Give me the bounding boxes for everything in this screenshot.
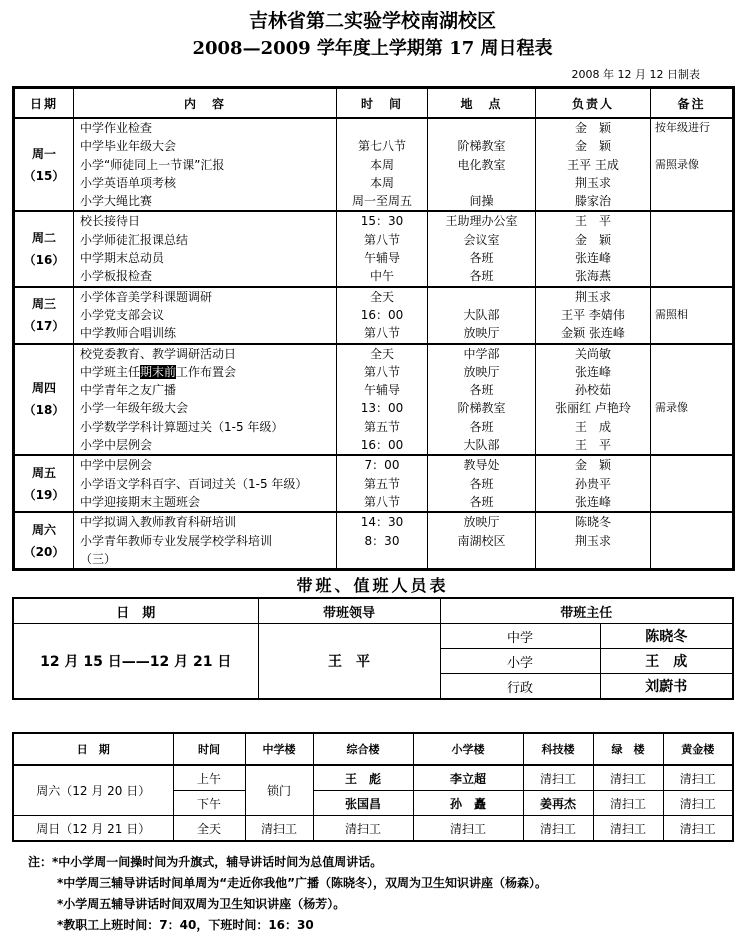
day-number: （18）	[23, 403, 65, 418]
weekend-duty-table	[12, 732, 734, 842]
item-note-cell	[651, 512, 734, 569]
item-note	[651, 418, 732, 436]
schedule-subtitle: 2008—2009 学年度上学期第 17 周日程表	[192, 38, 553, 59]
item-place: 大队部	[463, 307, 500, 322]
item-person: 张海燕	[574, 269, 611, 284]
item-content: 小学体音美学科课题调研	[80, 289, 213, 304]
sat-am-cell: 清扫工	[663, 765, 733, 791]
wk-col-time: 时间	[173, 733, 245, 765]
day-row	[14, 287, 734, 344]
day-number: （20）	[23, 544, 65, 559]
item-time: 16：00	[360, 307, 404, 322]
item-time: 14：30	[360, 515, 404, 530]
duty-leader: 王 平	[258, 624, 440, 700]
sun-label: 周日（12 月 21 日）	[13, 816, 173, 842]
item-person-cell	[536, 512, 651, 569]
item-time: 本周	[369, 157, 394, 172]
sat-pm-cell: 清扫工	[593, 791, 663, 816]
item-person: 金 颖	[574, 121, 611, 135]
item-place: 大队部	[463, 438, 500, 453]
item-content: 小学一年级年级大会	[80, 401, 189, 416]
item-place-cell	[428, 211, 536, 286]
item-content: 中学中层例会	[80, 458, 153, 473]
item-time: 16：00	[360, 438, 404, 453]
item-content: 中学作业检查	[80, 121, 153, 135]
item-person: 王平 李婧伟	[561, 307, 625, 322]
day-label	[14, 118, 74, 211]
col-person: 负责人	[536, 88, 651, 119]
item-time: 第五节	[363, 476, 400, 491]
day-number: （15）	[23, 168, 65, 183]
day-name: 周六	[31, 522, 56, 537]
schedule-header-row	[14, 88, 734, 119]
item-person	[536, 550, 650, 568]
sun-cell: 清扫工	[245, 816, 313, 842]
sat-am-cell: 清扫工	[523, 765, 593, 791]
item-place: 放映厅	[463, 515, 500, 530]
item-content: 小学大绳比赛	[80, 194, 153, 209]
item-time: 15：30	[360, 214, 404, 229]
item-place: 各班	[469, 383, 494, 398]
item-person: 王平 王成	[567, 157, 619, 172]
item-person: 关尚敏	[574, 346, 611, 361]
item-person: 陈晓冬	[574, 515, 611, 530]
duty-title: 带班、值班人员表	[296, 576, 449, 595]
item-note	[651, 137, 732, 155]
item-person: 荆玉求	[574, 533, 611, 548]
item-person: 张丽红 卢艳玲	[555, 401, 631, 416]
duty-date-range: 12 月 15 日——12 月 21 日	[13, 624, 258, 700]
item-note-cell	[651, 344, 734, 456]
day-label	[14, 287, 74, 344]
item-place-cell	[428, 118, 536, 211]
item-person-cell	[536, 211, 651, 286]
item-note	[651, 381, 732, 399]
item-content: 中学拟调入教师教育科研培训	[80, 515, 237, 530]
item-note	[651, 550, 732, 568]
item-note-cell	[651, 118, 734, 211]
item-place: 放映厅	[463, 364, 500, 379]
item-time: 全天	[369, 289, 394, 304]
day-label	[14, 344, 74, 456]
item-note-cell	[651, 455, 734, 512]
item-content-cell	[74, 287, 337, 344]
col-time: 时 间	[337, 88, 428, 119]
item-note	[651, 436, 732, 454]
content-text: 中学班主任	[80, 364, 141, 379]
item-time: 第八节	[363, 364, 400, 379]
item-content: 中学教师合唱训练	[80, 326, 177, 341]
day-row	[14, 455, 734, 512]
notes	[28, 852, 547, 936]
lead-col-date: 日 期	[13, 598, 258, 624]
item-note	[651, 493, 732, 511]
item-content-cell	[74, 118, 337, 211]
item-place	[428, 174, 535, 192]
item-time: 第八节	[363, 494, 400, 509]
item-time: 周一至周五	[351, 194, 412, 209]
sun-allday: 全天	[173, 816, 245, 842]
item-note: 按年级进行	[655, 121, 710, 134]
item-note-cell	[651, 287, 734, 344]
sun-cell: 清扫工	[413, 816, 523, 842]
item-place	[428, 288, 535, 306]
day-number: （19）	[23, 487, 65, 502]
item-note	[651, 456, 732, 474]
item-person: 张连峰	[574, 251, 611, 266]
item-note	[651, 212, 732, 230]
note-line: 注：*中小学周一间操时间为升旗式，辅导讲话时间为总值周讲话。	[28, 855, 383, 869]
item-person: 张连峰	[574, 494, 611, 509]
teacher-dept: 小学	[440, 649, 600, 674]
item-time-cell	[337, 287, 428, 344]
item-content: 小学语文学科百字、百词过关（1-5 年级）	[80, 476, 308, 491]
item-content: 小学数学学科计算题过关（1-5 年级）	[80, 419, 284, 434]
note-line: *小学周五辅导讲话时间双周为卫生知识讲座（杨芳）。	[57, 897, 346, 911]
item-place-cell	[428, 512, 536, 569]
day-name: 周五	[31, 465, 56, 480]
item-content-cell	[74, 455, 337, 512]
teacher-name: 陈晓冬	[600, 624, 733, 649]
sat-pm: 下午	[173, 791, 245, 816]
day-name: 周三	[31, 297, 56, 312]
item-note	[651, 288, 732, 306]
col-note: 备注	[651, 88, 734, 119]
item-place: 电化教室	[457, 157, 506, 172]
sat-am-cell: 李立超	[413, 765, 523, 791]
item-content: 小学中层例会	[80, 438, 153, 453]
item-time: 7：00	[364, 458, 400, 473]
item-person: 王 平	[574, 214, 611, 229]
item-time: 8：30	[364, 533, 400, 548]
item-content: 校党委教育、教学调研活动日	[80, 346, 237, 361]
item-place: 间操	[469, 194, 494, 209]
item-place: 教导处	[463, 458, 500, 473]
sun-cell: 清扫工	[313, 816, 413, 842]
item-place: 各班	[469, 269, 494, 284]
item-note	[651, 345, 732, 363]
sat-label: 周六（12 月 20 日）	[13, 765, 173, 816]
item-place: 各班	[469, 476, 494, 491]
sat-am-cell: 清扫工	[593, 765, 663, 791]
day-name: 周二	[31, 231, 56, 246]
item-place	[428, 119, 535, 137]
item-time-cell	[337, 118, 428, 211]
item-content: 小学“师徒同上一节课”汇报	[80, 157, 225, 172]
day-label	[14, 512, 74, 569]
item-content-cell	[74, 344, 337, 456]
selected-text: 期末前	[140, 364, 177, 379]
day-row	[14, 344, 734, 456]
item-content-cell	[74, 512, 337, 569]
item-place: 各班	[469, 419, 494, 434]
col-content: 内 容	[74, 88, 337, 119]
item-note	[651, 174, 732, 192]
item-place-cell	[428, 287, 536, 344]
item-note	[651, 513, 732, 531]
item-time: 第八节	[363, 232, 400, 247]
sat-lock: 锁门	[245, 765, 313, 816]
item-note	[651, 475, 732, 493]
item-content: 小学师徒汇报课总结	[80, 232, 189, 247]
wk-col-general: 综合楼	[313, 733, 413, 765]
note-line: *教职工上班时间：7：40，下班时间：16：30	[57, 918, 314, 932]
item-time: 本周	[369, 175, 394, 190]
item-person: 荆玉求	[574, 175, 611, 190]
item-place-cell	[428, 344, 536, 456]
item-place: 阶梯教室	[457, 401, 506, 416]
teacher-name: 王 成	[600, 649, 733, 674]
item-content: （三）	[80, 551, 117, 566]
item-place: 各班	[469, 494, 494, 509]
wk-col-tech: 科技楼	[523, 733, 593, 765]
item-time	[337, 119, 427, 137]
content-text: 工作布置会	[176, 364, 237, 379]
item-note: 需照录像	[655, 157, 699, 171]
sun-cell: 清扫工	[663, 816, 733, 842]
item-time-cell	[337, 455, 428, 512]
item-place: 南湖校区	[457, 533, 506, 548]
item-note: 需照相	[655, 307, 688, 321]
item-person: 金 颖	[574, 458, 611, 473]
item-place: 中学部	[463, 346, 500, 361]
item-note	[651, 267, 732, 285]
item-person-cell	[536, 344, 651, 456]
item-person: 张连峰	[574, 364, 611, 379]
item-person: 孙校茹	[574, 383, 611, 398]
item-person-cell	[536, 118, 651, 211]
item-content: 小学党支部会议	[80, 307, 165, 322]
item-note: 需录像	[655, 401, 688, 415]
item-content: 中学青年之友广播	[80, 383, 177, 398]
item-time: 午辅导	[363, 383, 400, 398]
note-line: *中学周三辅导讲话时间单周为“走近你我他”广播（陈晓冬），双周为卫生知识讲座（杨森）。	[57, 876, 548, 890]
day-label	[14, 211, 74, 286]
item-time: 13：00	[360, 401, 404, 416]
item-note-cell	[651, 211, 734, 286]
sat-am-cell: 王 彪	[313, 765, 413, 791]
item-place: 会议室	[463, 232, 500, 247]
teacher-name: 刘蔚书	[600, 674, 733, 700]
item-place: 放映厅	[463, 326, 500, 341]
item-note	[651, 324, 732, 342]
day-number: （17）	[23, 319, 65, 334]
item-person: 金 颖	[574, 232, 611, 247]
day-name: 周一	[31, 146, 56, 161]
item-time: 全天	[369, 346, 394, 361]
item-content: 中学迎接期末主题班会	[80, 494, 201, 509]
item-content: 小学青年教师专业发展学校学科培训	[80, 533, 273, 548]
item-time: 第五节	[363, 419, 400, 434]
item-person: 金颖 张连峰	[561, 326, 625, 341]
made-date: 2008 年 12 月 12 日制表	[571, 68, 700, 81]
item-person: 荆玉求	[574, 289, 611, 304]
item-time-cell	[337, 211, 428, 286]
item-content: 校长接待日	[80, 214, 141, 229]
item-person-cell	[536, 287, 651, 344]
item-content-cell	[74, 211, 337, 286]
item-time: 第七八节	[357, 139, 406, 154]
item-note	[651, 532, 732, 550]
item-content: 小学板报检查	[80, 269, 153, 284]
day-label	[14, 455, 74, 512]
day-row	[14, 211, 734, 286]
col-date: 日期	[14, 88, 74, 119]
sat-pm-cell: 清扫工	[663, 791, 733, 816]
schedule-table	[12, 86, 735, 571]
item-place: 各班	[469, 251, 494, 266]
wk-col-primary: 小学楼	[413, 733, 523, 765]
day-row	[14, 118, 734, 211]
item-person: 孙贵平	[574, 476, 611, 491]
sat-pm-cell: 姜再杰	[523, 791, 593, 816]
item-content: 小学英语单项考核	[80, 175, 177, 190]
item-place-cell	[428, 455, 536, 512]
teacher-dept: 行政	[440, 674, 600, 700]
item-time-cell	[337, 344, 428, 456]
leader-table	[12, 597, 734, 700]
lead-col-teacher: 带班主任	[440, 598, 733, 624]
item-time: 第八节	[363, 326, 400, 341]
item-time: 午辅导	[363, 251, 400, 266]
item-person: 王 平	[574, 438, 611, 453]
item-time-cell	[337, 512, 428, 569]
day-row	[14, 512, 734, 569]
wk-col-middle: 中学楼	[245, 733, 313, 765]
wk-col-date: 日 期	[13, 733, 173, 765]
item-note	[651, 192, 732, 210]
item-place	[428, 550, 535, 568]
item-content: 中学期末总动员	[80, 251, 165, 266]
item-note	[651, 231, 732, 249]
item-content: 中学毕业年级大会	[80, 139, 177, 154]
item-note	[651, 249, 732, 267]
item-person-cell	[536, 455, 651, 512]
item-note	[651, 363, 732, 381]
col-place: 地 点	[428, 88, 536, 119]
item-place: 阶梯教室	[457, 139, 506, 154]
school-title: 吉林省第二实验学校南湖校区	[248, 10, 496, 32]
teacher-dept: 中学	[440, 624, 600, 649]
item-place: 王助理办公室	[445, 214, 518, 229]
day-number: （16）	[23, 253, 65, 268]
item-time: 中午	[369, 269, 394, 284]
wk-col-gold: 黄金楼	[663, 733, 733, 765]
item-content	[74, 363, 336, 381]
sat-pm-cell: 张国昌	[313, 791, 413, 816]
item-person: 滕家治	[574, 194, 611, 209]
sat-pm-cell: 孙 矗	[413, 791, 523, 816]
day-name: 周四	[31, 381, 56, 396]
item-person: 金 颖	[574, 139, 611, 154]
sun-cell: 清扫工	[593, 816, 663, 842]
item-person: 王 成	[574, 419, 611, 434]
sun-cell: 清扫工	[523, 816, 593, 842]
lead-col-leader: 带班领导	[258, 598, 440, 624]
item-time	[337, 550, 427, 568]
wk-col-green: 绿 楼	[593, 733, 663, 765]
sat-am: 上午	[173, 765, 245, 791]
